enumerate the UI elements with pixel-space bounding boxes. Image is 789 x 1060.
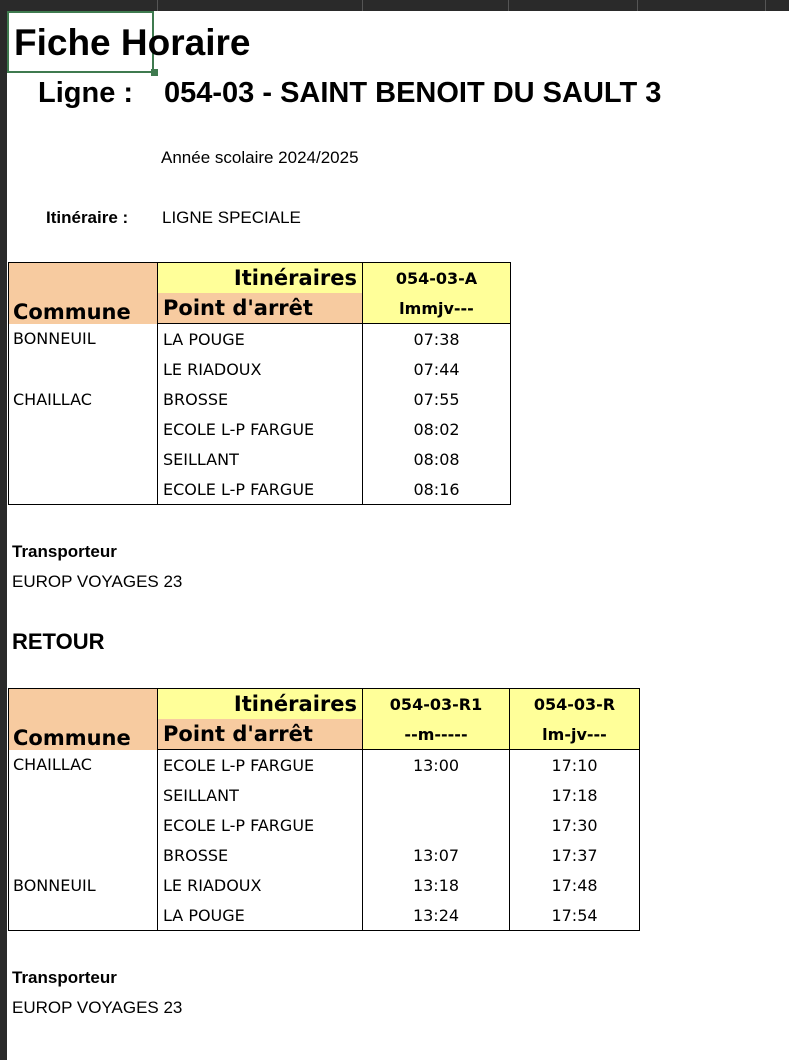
- route-days: lmmjv---: [363, 293, 511, 324]
- itineraires-header: Itinéraires: [158, 263, 363, 294]
- route-code: 054-03-R1: [363, 689, 510, 720]
- stop-cell: BROSSE: [158, 840, 363, 870]
- time-cell: 07:38: [363, 324, 511, 355]
- table-row: [9, 870, 640, 900]
- commune-header: Commune: [9, 689, 158, 750]
- commune-cell: [9, 444, 158, 474]
- time-cell: 08:16: [363, 474, 511, 505]
- time-cell: 07:55: [363, 384, 511, 414]
- itineraires-header: Itinéraires: [158, 689, 363, 720]
- commune-cell: BONNEUIL: [9, 324, 158, 355]
- route-code: 054-03-A: [363, 263, 511, 294]
- time-cell: 08:08: [363, 444, 511, 474]
- row-header-bar: [0, 0, 7, 1060]
- ligne-heading: [38, 77, 661, 110]
- time-cell: 13:00: [363, 750, 510, 781]
- time-cell: [363, 780, 510, 810]
- aller-transporteur-value: EUROP VOYAGES 23: [12, 572, 183, 591]
- time-cell: 13:07: [363, 840, 510, 870]
- time-cell: 13:24: [363, 900, 510, 931]
- stop-cell: LA POUGE: [158, 324, 363, 355]
- commune-cell: CHAILLAC: [9, 384, 158, 414]
- stop-cell: LE RIADOUX: [158, 354, 363, 384]
- table-row: [9, 384, 511, 414]
- stop-cell: ECOLE L-P FARGUE: [158, 810, 363, 840]
- retour-table: [8, 688, 640, 931]
- retour-transporteur-value: EUROP VOYAGES 23: [12, 998, 183, 1017]
- commune-cell: [9, 780, 158, 810]
- commune-header: Commune: [9, 263, 158, 324]
- point-arret-header: Point d'arrêt: [158, 293, 363, 324]
- stop-cell: ECOLE L-P FARGUE: [158, 750, 363, 781]
- table-row: [9, 324, 511, 355]
- stop-cell: LE RIADOUX: [158, 870, 363, 900]
- commune-cell: [9, 414, 158, 444]
- time-cell: 17:37: [510, 840, 640, 870]
- time-cell: 13:18: [363, 870, 510, 900]
- time-cell: 08:02: [363, 414, 511, 444]
- retour-heading: RETOUR: [12, 629, 105, 654]
- ligne-label: Ligne :: [38, 77, 134, 109]
- time-cell: 17:30: [510, 810, 640, 840]
- aller-transporteur-label: Transporteur: [12, 542, 117, 561]
- time-cell: [363, 810, 510, 840]
- aller-table: [8, 262, 511, 505]
- stop-cell: ECOLE L-P FARGUE: [158, 414, 363, 444]
- school-year: Année scolaire 2024/2025: [161, 148, 359, 167]
- commune-cell: [9, 474, 158, 505]
- time-cell: 17:54: [510, 900, 640, 931]
- time-cell: 17:18: [510, 780, 640, 810]
- table-row: [9, 354, 511, 384]
- ligne-value: 054-03 - SAINT BENOIT DU SAULT 3: [164, 77, 662, 109]
- table-row: [9, 810, 640, 840]
- table-row: [9, 474, 511, 505]
- table-row: [9, 900, 640, 931]
- route-days: lm-jv---: [510, 719, 640, 750]
- stop-cell: SEILLANT: [158, 444, 363, 474]
- commune-cell: [9, 840, 158, 870]
- time-cell: 17:10: [510, 750, 640, 781]
- stop-cell: ECOLE L-P FARGUE: [158, 474, 363, 505]
- itineraire-label: Itinéraire :: [46, 208, 129, 227]
- table-row: [9, 444, 511, 474]
- retour-transporteur-label: Transporteur: [12, 968, 117, 987]
- stop-cell: BROSSE: [158, 384, 363, 414]
- page-title: Fiche Horaire: [14, 22, 251, 63]
- table-row: [9, 750, 640, 781]
- fill-handle[interactable]: [151, 69, 158, 76]
- stop-cell: SEILLANT: [158, 780, 363, 810]
- commune-cell: [9, 810, 158, 840]
- route-code: 054-03-R: [510, 689, 640, 720]
- route-days: --m-----: [363, 719, 510, 750]
- commune-cell: [9, 354, 158, 384]
- commune-cell: BONNEUIL: [9, 870, 158, 900]
- commune-cell: CHAILLAC: [9, 750, 158, 781]
- stop-cell: LA POUGE: [158, 900, 363, 931]
- commune-cell: [9, 900, 158, 931]
- itineraire-value: LIGNE SPECIALE: [162, 208, 301, 227]
- time-cell: 07:44: [363, 354, 511, 384]
- point-arret-header: Point d'arrêt: [158, 719, 363, 750]
- column-header-bar: [0, 0, 789, 11]
- table-row: [9, 414, 511, 444]
- table-row: [9, 780, 640, 810]
- time-cell: 17:48: [510, 870, 640, 900]
- table-row: [9, 840, 640, 870]
